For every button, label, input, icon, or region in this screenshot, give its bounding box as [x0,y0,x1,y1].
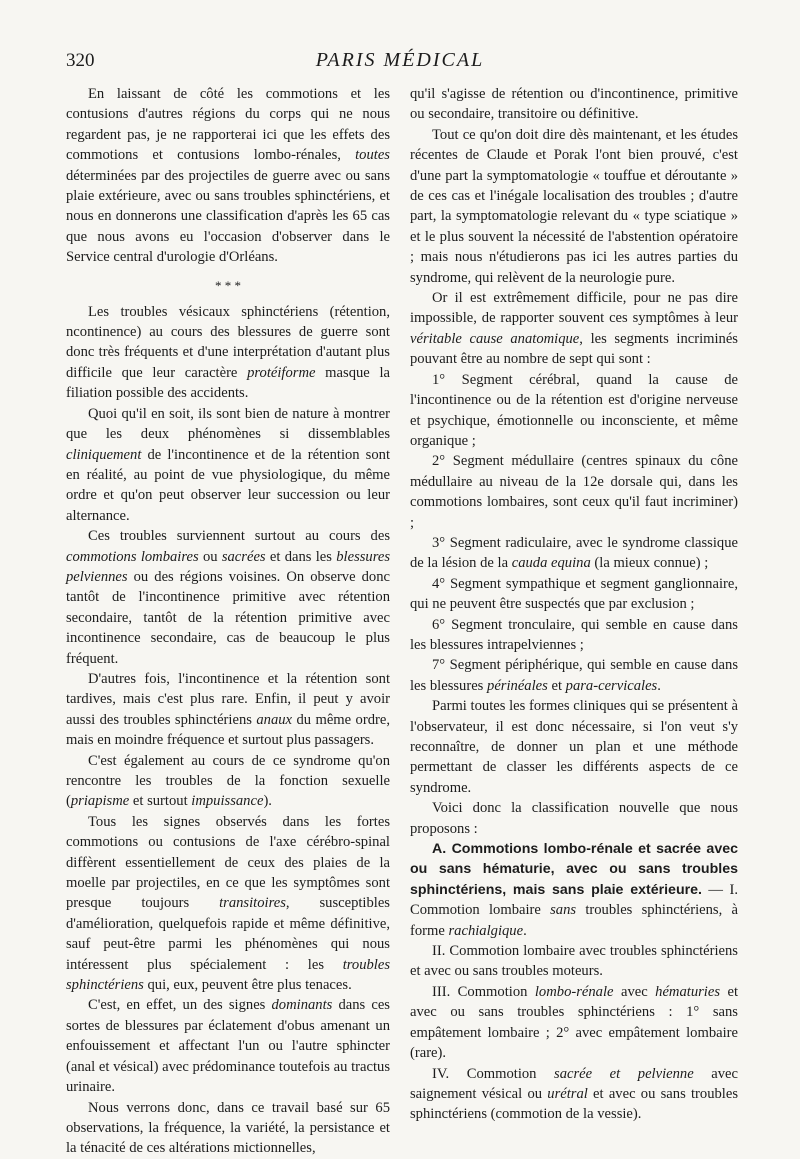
segment-item: 3° Segment radiculaire, avec le syndrome classique de la lésion de la cauda equina (la mieux connue) ; [410,534,738,572]
paragraph: Nous verrons donc, dans ce travail basé sur 65 observations, la fréquence, la variété, la persistance et la ténacité de ces altérations mictionnelles, [66,1099,390,1157]
paragraph: Voici donc la classification nouvelle que nous proposons : [410,800,738,837]
segment-item: 6° Segment tronculaire, qui semble en cause dans les blessures intrapelviennes ; [410,616,738,653]
paragraph: C'est, en effet, un des signes dominants dans ces sortes de blessures par éclatement d'obus amenant un enfouissement et affectant l'un ou l'autre sphincter (anal et vésical) avec prédominance toutefois au tractus urinaire. [66,997,390,1096]
classification-item: II. Commotion lombaire avec troubles sphinctériens et avec ou sans troubles moteurs. [410,943,738,980]
section-separator [66,277,390,293]
paragraph: D'autres fois, l'incontinence et la rétention sont tardives, mais c'est plus rare. Enfin, il peut y avoir aussi des troubles sphinctériens anaux du même ordre, mais en moindre fréquence et surtout plus passagers. [66,670,390,749]
segment-item: 2° Segment médullaire (centres spinaux du cône médullaire au niveau de la 12e dorsale qui, dans les commotions lombaires, sont ceux qu'il faut incriminer) ; [410,453,738,531]
segment-item: 7° Segment périphérique, qui semble en cause dans les blessures périnéales et para-cervicales. [410,657,738,694]
classification-item: IV. Commotion sacrée et pelvienne avec saignement vésical ou urétral et avec ou sans troubles sphinctériens (commotion de la vessie). [410,1065,738,1123]
page-number: 320 [66,50,95,71]
journal-title: PARIS MÉDICAL [315,49,485,71]
paragraph-continued: qu'il s'agisse de rétention ou d'incontinence, primitive ou secondaire, transitoire ou définitive. [410,86,738,123]
paragraph: Parmi toutes les formes cliniques qui se présentent à l'observateur, il est donc nécessaire, si l'on veut s'y reconnaître, de donner un plan et une méthode permettant de classer les différents aspects de ce syndrome. [410,698,738,796]
paragraph: Tout ce qu'on doit dire dès maintenant, et les études récentes de Claude et Porak l'ont bien prouvé, c'est d'une part la symptomatologie « touffue et déroutante » de ces cas et l'inégale localisation des troubles ; d'autre part, la symptomatologie relevant du « type sciatique » et le plus souvent la nécessité de l'abstention opératoire ; mais nous n'étudierons pas ici les autres parties du syndrome, qui relèvent de la neurologie pure. [410,126,738,286]
classification-item: III. Commotion lombo-rénale avec hématuries et avec ou sans troubles sphinctériens : 1° sans empâtement lombaire ; 2° avec empâtement lombaire (rare). [410,983,738,1062]
intro-paragraph: En laissant de côté les commotions et les contusions d'autres régions du corps qui ne nous regardent pas, je ne rapporterai ici que les effets des commotions et contusions lombo-rénales, toutes déterminées par des projectiles de guerre avec ou sans plaie extérieure, avec ou sans troubles sphinctériens, et nous en donnerons une classification d'après les 65 cas que nous avons eu l'occasion d'observer dans le Service central d'urologie d'Orléans. [66,86,390,266]
segment-item: 4° Segment sympathique et segment ganglionnaire, qui ne peuvent être suspectés que par exclusion ; [410,575,738,613]
right-column [410,84,738,1125]
paragraph: Tous les signes observés dans les fortes commotions ou contusions de l'axe cérébro-spinal diffèrent essentiellement de ceux des plaies de la moelle par projectiles, en ce que les symptômes sont presque toujours transitoires, susceptibles d'amélioration, quelquefois rapide et même définitive, sauf peut-être parmi les phénomènes qui nous intéressent plus spécialement : les troubles sphinctériens qui, eux, peuvent être plus tenaces. [66,813,390,994]
left-column [66,84,390,1159]
paragraph: Les troubles vésicaux sphinctériens (rétention, ncontinence) au cours des blessures de guerre sont donc très fréquents et d'une interprétation d'autant plus difficile que leur caractère protéiforme masque la filiation possible des accidents. [66,303,390,402]
segment-item: 1° Segment cérébral, quand la cause de l'incontinence ou de la rétention est d'origine nerveuse et psychique, émotionnelle ou inconsciente, et même organique ; [410,371,738,449]
classification-heading: A. Commotions lombo-rénale et sacrée avec ou sans hématurie, avec ou sans troubles sphinctériens, mais sans plaie extérieure. — I. Commotion lombaire sans troubles sphinctériens, à forme rachialgique. [410,841,739,939]
paragraph: Or il est extrêmement difficile, pour ne pas dire impossible, de rapporter souvent ces symptômes à leur véritable cause anatomique, les segments incriminés pouvant être au nombre de sept qui sont : [410,290,738,368]
paragraph: Quoi qu'il en soit, ils sont bien de nature à montrer que les deux phénomènes si dissemblables cliniquement de l'incontinence et de la rétention sont en réalité, au point de vue physiologique, du même ordre et qu'on peut observer leur succession ou leur alternance. [66,405,390,524]
paragraph: C'est également au cours de ce syndrome qu'on rencontre les troubles de la fonction sexuelle (priapisme et surtout impuissance). [66,752,390,810]
asterism: * * * [215,277,241,293]
page-header [66,48,734,78]
paragraph: Ces troubles surviennent surtout au cours des commotions lombaires ou sacrées et dans les blessures pelviennes ou des régions voisines. On observe donc tantôt de l'incontinence primitive avec rétention secondaire, tantôt de la rétention primitive avec incontinence secondaire, cas de beaucoup le plus fréquent. [66,528,391,667]
